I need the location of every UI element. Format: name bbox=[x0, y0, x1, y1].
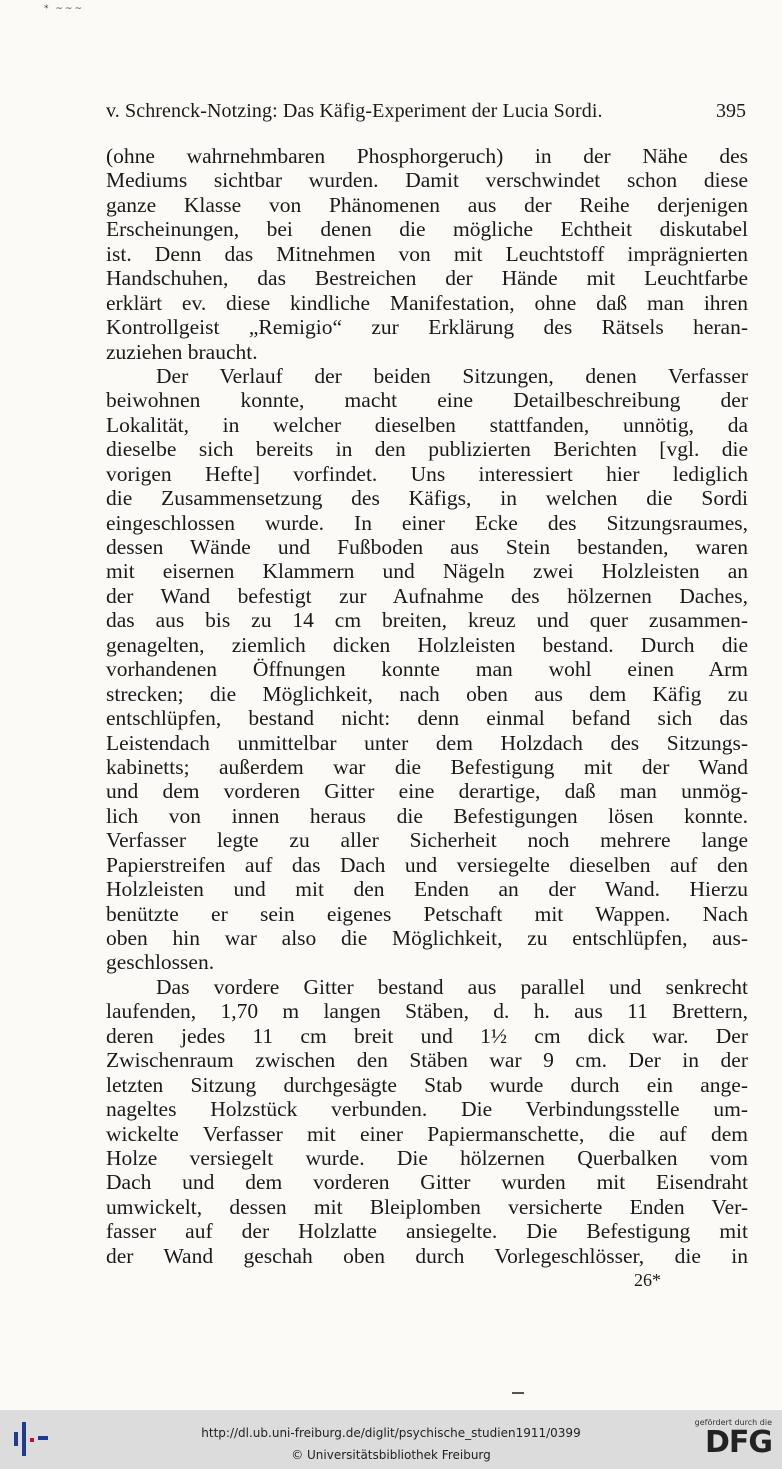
text-line: Leistendach unmittelbar unter dem Holzdach des Sitzungs- bbox=[106, 730, 748, 755]
text-line: ganze Klasse von Phänomenen aus der Reihe derjenigen bbox=[106, 192, 748, 217]
text-line: Erscheinungen, bei denen die mögliche Echtheit diskutabel bbox=[106, 217, 748, 242]
text-line: geschlossen. bbox=[106, 950, 215, 975]
text-line: deren jedes 11 cm breit und 1½ cm dick war. Der bbox=[106, 1023, 748, 1048]
body-text bbox=[106, 144, 748, 1268]
text-line: vorhandenen Öffnungen konnte man wohl einen Arm bbox=[106, 657, 748, 682]
text-line: der Wand geschah oben durch Vorlegeschlösser, die in bbox=[106, 1243, 748, 1268]
text-line: umwickelt, dessen mit Bleiplomben versicherte Enden Ver- bbox=[106, 1194, 748, 1219]
text-line: Kontrollgeist „Remigio“ zur Erklärung des Rätsels heran- bbox=[106, 315, 748, 340]
text-line: letzten Sitzung durchgesägte Stab wurde durch ein ange- bbox=[106, 1072, 748, 1097]
text-line: Der Verlauf der beiden Sitzungen, denen Verfasser bbox=[156, 363, 748, 388]
text-line: der Wand befestigt zur Aufnahme des hölzernen Daches, bbox=[106, 583, 748, 608]
text-line: strecken; die Möglichkeit, nach oben aus dem Käfig zu bbox=[106, 681, 748, 706]
text-line: laufenden, 1,70 m langen Stäben, d. h. aus 11 Brettern, bbox=[106, 999, 748, 1024]
corner-marks: * ~~~ bbox=[44, 4, 84, 14]
copyright-text: © Universitätsbibliothek Freiburg bbox=[291, 1448, 491, 1462]
text-line: Holzleisten und mit den Enden an der Wand. Hierzu bbox=[106, 877, 748, 902]
dfg-sponsor-text: gefördert durch die bbox=[694, 1418, 772, 1427]
text-line: nageltes Holzstück verbunden. Die Verbindungsstelle um- bbox=[106, 1097, 748, 1122]
text-line: und dem vorderen Gitter eine derartige, daß man unmög- bbox=[106, 779, 748, 804]
signature-mark: 26* bbox=[634, 1270, 661, 1290]
text-line: eingeschlossen wurde. In einer Ecke des Sitzungsraumes, bbox=[106, 510, 748, 535]
text-line: wickelte Verfasser mit einer Papiermanschette, die auf dem bbox=[106, 1121, 748, 1146]
permalink-url[interactable]: http://dl.ub.uni-freiburg.de/diglit/psychische_studien1911/0399 bbox=[201, 1426, 581, 1440]
text-line: genagelten, ziemlich dicken Holzleisten bestand. Durch die bbox=[106, 632, 748, 657]
page-number: 395 bbox=[716, 100, 746, 122]
text-line: dieselbe sich bereits in den publizierten Berichten [vgl. die bbox=[106, 437, 748, 462]
page-dash bbox=[512, 1392, 524, 1394]
text-line: das aus bis zu 14 cm breiten, kreuz und quer zusammen- bbox=[106, 608, 748, 633]
dfg-logo bbox=[686, 1418, 772, 1458]
text-line: Dach und dem vorderen Gitter wurden mit Eisendraht bbox=[106, 1170, 748, 1195]
text-line: Holze versiegelt wurde. Die hölzernen Querbalken vom bbox=[106, 1145, 748, 1170]
text-line: oben hin war also die Möglichkeit, zu entschlüpfen, aus- bbox=[106, 926, 748, 950]
text-line: zuziehen braucht. bbox=[106, 339, 258, 364]
text-line: fasser auf der Holzlatte ansiegelte. Die Befestigung mit bbox=[106, 1219, 748, 1244]
text-line: mit eisernen Klammern und Nägeln zwei Holzleisten an bbox=[106, 559, 748, 584]
text-line: ist. Denn das Mitnehmen von mit Leuchtstoff imprägnierten bbox=[106, 241, 748, 266]
text-line: beiwohnen konnte, macht eine Detailbeschreibung der bbox=[106, 388, 748, 413]
text-line: erklärt ev. diese kindliche Manifestation, ohne daß man ihren bbox=[106, 290, 748, 315]
text-line: Lokalität, in welcher dieselben stattfanden, unnötig, da bbox=[106, 412, 748, 437]
text-line: Papierstreifen auf das Dach und versiegelte dieselben auf den bbox=[106, 852, 748, 877]
text-line: entschlüpfen, bestand nicht: denn einmal befand sich das bbox=[106, 706, 748, 731]
text-line: vorigen Hefte] vorfindet. Uns interessiert hier lediglich bbox=[106, 461, 748, 486]
footer-bar bbox=[0, 1410, 782, 1469]
dfg-mark: DFG bbox=[704, 1425, 772, 1460]
text-line: die Zusammensetzung des Käfigs, in welchen die Sordi bbox=[106, 486, 748, 511]
running-head bbox=[106, 100, 746, 123]
text-line: lich von innen heraus die Befestigungen lösen konnte. bbox=[106, 803, 748, 828]
text-line: (ohne wahrnehmbaren Phosphorgeruch) in der Nähe des bbox=[106, 144, 748, 168]
text-line: dessen Wände und Fußboden aus Stein bestanden, waren bbox=[106, 535, 748, 559]
text-line: Handschuhen, das Bestreichen der Hände mit Leuchtfarbe bbox=[106, 266, 748, 291]
text-line: Mediums sichtbar wurden. Damit verschwindet schon diese bbox=[106, 168, 748, 193]
text-line: Das vordere Gitter bestand aus parallel und senkrecht bbox=[156, 974, 748, 999]
text-line: benützte er sein eigenes Petschaft mit Wappen. Nach bbox=[106, 901, 748, 926]
running-head-title: v. Schrenck-Notzing: Das Käfig-Experiment der Lucia Sordi. bbox=[106, 100, 603, 122]
text-line: kabinetts; außerdem war die Befestigung mit der Wand bbox=[106, 754, 748, 779]
text-line: Zwischenraum zwischen den Stäben war 9 cm. Der in der bbox=[106, 1048, 748, 1073]
text-line: Verfasser legte zu aller Sicherheit noch mehrere lange bbox=[106, 828, 748, 853]
